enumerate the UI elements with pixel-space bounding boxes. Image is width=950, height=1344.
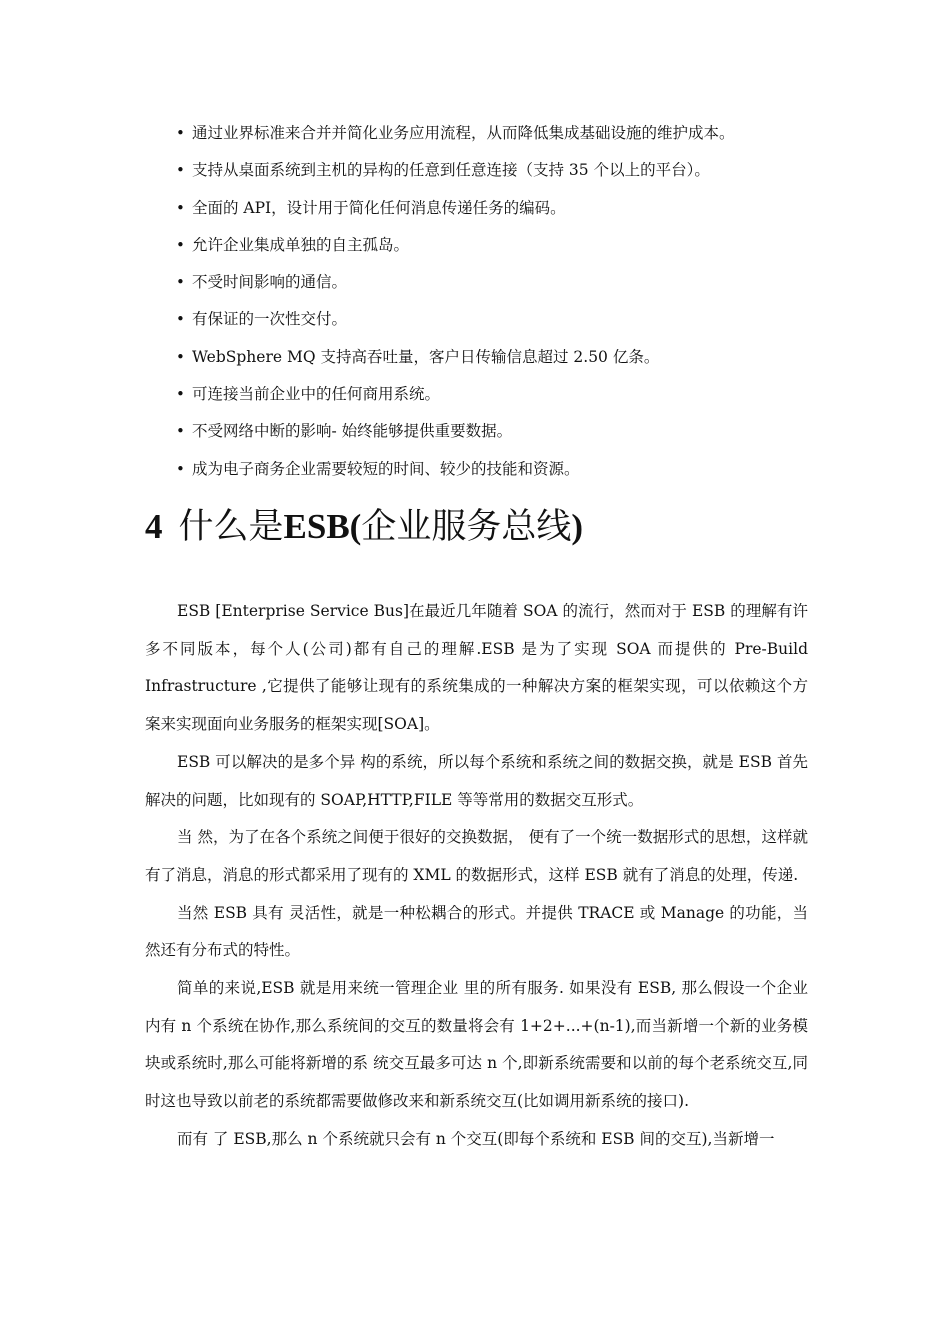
section-title-acronym: ESB( <box>283 507 362 546</box>
bullet-text: 不受网络中断的影响- 始终能够提供重要数据。 <box>192 422 513 441</box>
paragraph: 简单的来说,ESB 就是用来统一管理企业 里的所有服务. 如果没有 ESB, 那么假设一个企业内有 n 个系统在协作,那么系统间的交互的数量将会有 1+2+...+(n-1),而当新增一个新的业务模块或系统时,那么可能将新增的系 统交互最多可达 n 个,即新系统需要和以前的每个老系统交互,同时这也导致以前老的系统都需要做修改来和新系统交互(比如调用新系统的接口). <box>145 979 808 1111</box>
paragraph: 当 然，为了在各个系统之间便于很好的交换数据， 便有了一个统一数据形式的思想，这样就有了消息，消息的形式都采用了现有的 XML 的数据形式，这样 ESB 就有了消息的处理，传递. <box>145 828 808 884</box>
bullet-dot-icon: • <box>176 347 185 366</box>
feature-bullet-list <box>176 118 826 491</box>
bullet-text: 可连接当前企业中的任何商用系统。 <box>192 385 441 404</box>
bullet-text: 全面的 API，设计用于简化任何消息传递任务的编码。 <box>192 198 566 217</box>
bullet-item <box>176 379 826 416</box>
bullet-item <box>176 267 826 304</box>
bullet-text: 允许企业集成单独的自主孤岛。 <box>192 235 410 254</box>
section-title-prefix: 什么是 <box>178 507 284 547</box>
bullet-text: 通过业界标准来合并并简化业务应用流程，从而降低集成基础设施的维护成本。 <box>192 124 735 142</box>
section-number: 4 <box>145 507 163 546</box>
bullet-item <box>176 416 826 453</box>
bullet-text: 成为电子商务企业需要较短的时间、较少的技能和资源。 <box>192 459 580 478</box>
bullet-item <box>176 155 826 192</box>
paragraph: ESB [Enterprise Service Bus]在最近几年随着 SOA 的流行，然而对于 ESB 的理解有许多不同版本，每个人(公司)都有自己的理解.ESB 是为了实现 SOA 而提供的 Pre-Build Infrastructure ,它提供了能够让现有的系统集成的一种解决方案的框架实现，可以依赖这个方案来实现面向业务服务的框架实现[SOA]。 <box>145 602 808 734</box>
bullet-item <box>176 230 826 267</box>
bullet-text: 不受时间影响的通信。 <box>192 273 348 292</box>
bullet-text: 支持从桌面系统到主机的异构的任意到任意连接（支持 35 个以上的平台）。 <box>192 161 710 180</box>
bullet-dot-icon: • <box>176 198 185 217</box>
paragraph: 而有 了 ESB,那么 n 个系统就只会有 n 个交互(即每个系统和 ESB 间的交互),当新增一 <box>177 1129 775 1148</box>
bullet-dot-icon: • <box>176 273 185 292</box>
bullet-dot-icon: • <box>176 385 185 404</box>
section-title-close: ) <box>571 507 583 546</box>
bullet-dot-icon: • <box>176 161 185 180</box>
bullet-item <box>176 118 826 155</box>
bullet-dot-icon: • <box>176 459 185 478</box>
section-title-rest: 企业服务总线 <box>361 507 572 547</box>
bullet-text: WebSphere MQ 支持高吞吐量，客户日传输信息超过 2.50 亿条。 <box>192 347 660 366</box>
paragraph: 当然 ESB 具有 灵活性，就是一种松耦合的形式。并提供 TRACE 或 Manage 的功能，当然还有分布式的特性。 <box>145 903 808 960</box>
bullet-dot-icon: • <box>176 124 185 142</box>
bullet-item <box>176 193 826 230</box>
bullet-item <box>176 342 826 379</box>
section-heading <box>145 499 583 555</box>
bullet-dot-icon: • <box>176 310 185 329</box>
bullet-dot-icon: • <box>176 235 185 254</box>
paragraph: ESB 可以解决的是多个异 构的系统，所以每个系统和系统之间的数据交换，就是 ESB 首先解决的问题，比如现有的 SOAP,HTTP,FILE 等等常用的数据交互形式。 <box>145 752 808 809</box>
bullet-text: 有保证的一次性交付。 <box>192 310 348 329</box>
section-body <box>145 593 808 1159</box>
bullet-item <box>176 304 826 341</box>
bullet-item <box>176 454 826 491</box>
bullet-dot-icon: • <box>176 422 185 441</box>
